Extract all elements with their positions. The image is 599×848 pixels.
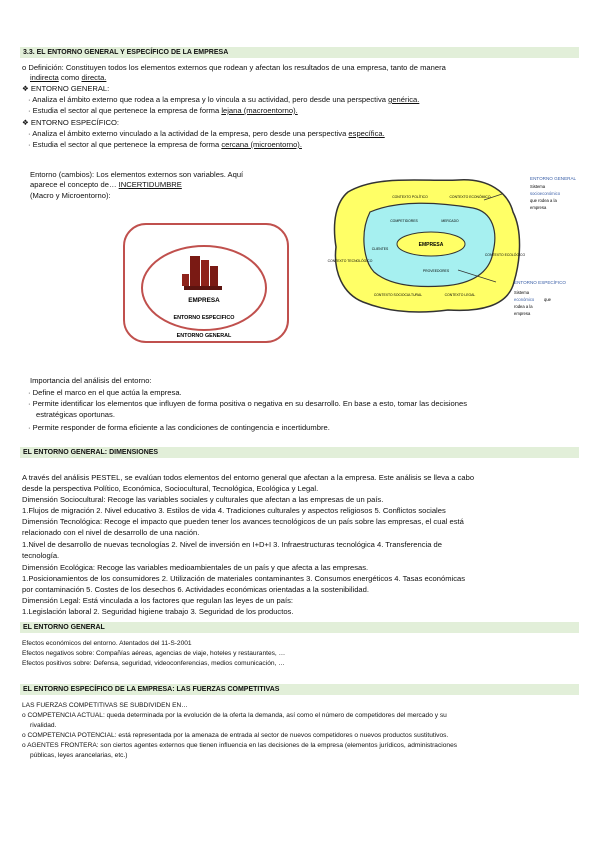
general-point-2: · Estudia el sector al que pertenece la empresa de forma lejana (macroentorno). bbox=[28, 106, 298, 115]
section-heading-3-3: 3.3. EL ENTORNO GENERAL Y ESPECÍFICO DE LA EMPRESA bbox=[20, 47, 579, 58]
especifico-point-2: · Estudia el sector al que pertenece la empresa de forma cercana (microentorno). bbox=[28, 140, 302, 149]
general-line-1: Efectos económicos del entorno. Atentados del 11-S-2001 bbox=[22, 640, 192, 647]
fuerzas-line-2: o COMPETENCIA ACTUAL: queda determinada por la evolución de la oferta la demanda, así como el número de competidores del mercado y su bbox=[22, 712, 447, 719]
importancia-point-3: · Permite responder de forma eficiente a las condiciones de contingencia e incertidumbre. bbox=[28, 423, 330, 432]
entorno-diagram-right bbox=[308, 172, 588, 340]
dims-line-4: 1.Flujos de migración 2. Nivel educativo 3. Estilos de vida 4. Tradiciones culturales y aspectos religiosos 5. Conflictos sociales bbox=[22, 506, 446, 515]
entorno-especifico-title: ❖ ENTORNO ESPECÍFICO: bbox=[22, 118, 119, 127]
left-especifico-label: ENTORNO ESPECIFICO bbox=[173, 315, 235, 321]
general-line-3: Efectos positivos sobre: Defensa, seguridad, videoconferencias, medios comunicación, … bbox=[22, 660, 285, 667]
cambios-line-2: aparece el concepto de… INCERTIDUMBRE bbox=[30, 180, 182, 189]
dims-line-11: por contaminación 5. Costes de los desechos 6. Actividades económicas orientadas a la sostenibilidad. bbox=[22, 585, 369, 594]
entorno-general-title: ❖ ENTORNO GENERAL: bbox=[22, 84, 110, 93]
dims-line-8: tecnología. bbox=[22, 551, 60, 560]
legend-general-desc-3: que rodea a la bbox=[530, 198, 557, 203]
como-text: como bbox=[58, 73, 82, 82]
contexto-sociocultural-label: CONTEXTO SOCIOCULTURAL bbox=[373, 293, 423, 297]
dims-line-12: Dimensión Legal: Está vinculada a los factores que regulan las leyes de un país: bbox=[22, 596, 294, 605]
bullet-diamond-icon: ❖ bbox=[22, 84, 31, 93]
importancia-point-1: · Define el marco en el que actúa la empresa. bbox=[28, 388, 182, 397]
underlined-indirecta: indirecta bbox=[30, 73, 59, 82]
section-heading-fuerzas: EL ENTORNO ESPECÍFICO DE LA EMPRESA: LAS FUERZAS COMPETITIVAS bbox=[20, 684, 579, 695]
importancia-point-2b: estratégicas oportunas. bbox=[36, 410, 115, 419]
section-heading-entorno-general: EL ENTORNO GENERAL bbox=[20, 622, 579, 633]
dims-line-10: 1.Posicionamientos de los consumidores 2. Utilización de materiales contaminantes 3. Consumos energéticos 4. Tasas económicas bbox=[22, 574, 466, 583]
cambios-line-1: Entorno (cambios): Los elementos externos son variables. Aquí bbox=[30, 170, 244, 179]
dims-line-5: Dimensión Tecnológica: Recoge el impacto que pueden tener los avances tecnológicos de un país sobre las empresas, el cual está bbox=[22, 517, 464, 526]
cambios-line-3: (Macro y Microentorno): bbox=[30, 191, 111, 200]
fuerzas-line-3: o COMPETENCIA POTENCIAL: está representada por la amenaza de entrada al sector de nuevos competidores o nuevos productos sustitutivos. bbox=[22, 732, 449, 739]
importancia-point-2: · Permite identificar los elementos que influyen de forma positiva o negativa en su desarrollo. En base a esto, tomar las decisiones bbox=[28, 399, 467, 408]
fuerzas-line-2b: rivalidad. bbox=[30, 722, 57, 729]
definition-line: o Definición: Constituyen todos los elementos externos que rodean y afectan los resultados de una empresa, tanto de manera bbox=[22, 63, 446, 72]
legend-general-desc-1: Sistema bbox=[530, 184, 546, 189]
legend-general-desc-2: socioeconómico bbox=[530, 191, 561, 196]
dims-line-9: Dimensión Ecológica: Recoge las variables medioambientales de un país y que afecta a las empresas. bbox=[22, 563, 369, 572]
legend-esp-desc-2: económico bbox=[514, 297, 535, 302]
dims-line-6: relacionado con el nivel de desarrollo de una nación. bbox=[22, 528, 200, 537]
legend-esp-desc-5: empresa bbox=[514, 311, 531, 316]
importancia-title: Importancia del análisis del entorno: bbox=[30, 376, 152, 385]
legend-general-title: ENTORNO GENERAL bbox=[530, 176, 577, 181]
left-empresa-label: EMPRESA bbox=[188, 297, 220, 304]
contexto-tecnologico-label: CONTEXTO TECNOLÓGICO bbox=[327, 259, 373, 263]
left-general-label: ENTORNO GENERAL bbox=[176, 333, 232, 339]
legend-especifico-title: ENTORNO ESPECÍFICO bbox=[514, 280, 566, 285]
general-line-2: Efectos negativos sobre: Compañías aéreas, agencias de viaje, hoteles y restaurantes, … bbox=[22, 650, 286, 657]
fuerzas-line-1: LAS FUERZAS COMPETITIVAS SE SUBDIVIDEN EN… bbox=[22, 702, 188, 709]
contexto-politico-label: CONTEXTO POLÍTICO bbox=[392, 195, 428, 199]
right-empresa-label: EMPRESA bbox=[418, 242, 444, 248]
dims-line-7: 1.Nivel de desarrollo de nuevas tecnologías 2. Nivel de inversión en I+D+I 3. Infraestructuras tecnológica 4. Transferencia de bbox=[22, 540, 443, 549]
legend-esp-desc-3: que bbox=[544, 297, 551, 302]
dims-line-1: A través del análisis PESTEL, se evalúan todos elementos del entorno general que afectan a la empresa. Este análisis se lleva a cabo bbox=[22, 473, 475, 482]
proveedores-label: PROVEEDORES bbox=[422, 269, 450, 273]
contexto-economico-label: CONTEXTO ECONÓMICO bbox=[449, 195, 491, 199]
contexto-ecologico-label: CONTEXTO ECOLÓGICO bbox=[484, 253, 526, 257]
dims-line-13: 1.Legislación laboral 2. Seguridad higiene trabajo 3. Seguridad de los productos. bbox=[22, 607, 294, 616]
clientes-label: CLIENTES bbox=[371, 247, 389, 251]
general-point-1: · Analiza el ámbito externo que rodea a la empresa y lo vincula a su actividad, pero desde una perspectiva genérica. bbox=[28, 95, 420, 104]
bullet-diamond-icon: ❖ bbox=[22, 118, 31, 127]
fuerzas-line-4b: públicas, leyes arancelarias, etc.) bbox=[30, 752, 128, 759]
legend-esp-desc-1: Sistema bbox=[514, 290, 530, 295]
contexto-legal-label: CONTEXTO LEGAL bbox=[444, 293, 476, 297]
competidores-label: COMPETIDORES bbox=[390, 219, 418, 223]
underlined-directa: directa. bbox=[81, 73, 107, 82]
section-heading-dimensiones: EL ENTORNO GENERAL: DIMENSIONES bbox=[20, 447, 579, 458]
entorno-diagram-left bbox=[122, 222, 290, 344]
legend-general-desc-4: empresa bbox=[530, 205, 547, 210]
dims-line-2: desde la perspectiva Político, Económica, Sociocultural, Tecnológica, Ecológica y Legal. bbox=[22, 484, 319, 493]
mercado-label: MERCADO bbox=[441, 219, 459, 223]
dims-line-3: Dimensión Sociocultural: Recoge las variables sociales y culturales que afectan a las empresas de un país. bbox=[22, 495, 384, 504]
especifico-point-1: · Analiza el ámbito externo vinculado a la actividad de la empresa, pero desde una perspectiva específica. bbox=[28, 129, 385, 138]
legend-esp-desc-4: rodea a la bbox=[514, 304, 533, 309]
fuerzas-line-4: o AGENTES FRONTERA: son ciertos agentes externos que tienen influencia en las decisiones de la empresa (elementos jurídicos, administraciones bbox=[22, 742, 458, 749]
definition-line-2 bbox=[30, 73, 106, 83]
